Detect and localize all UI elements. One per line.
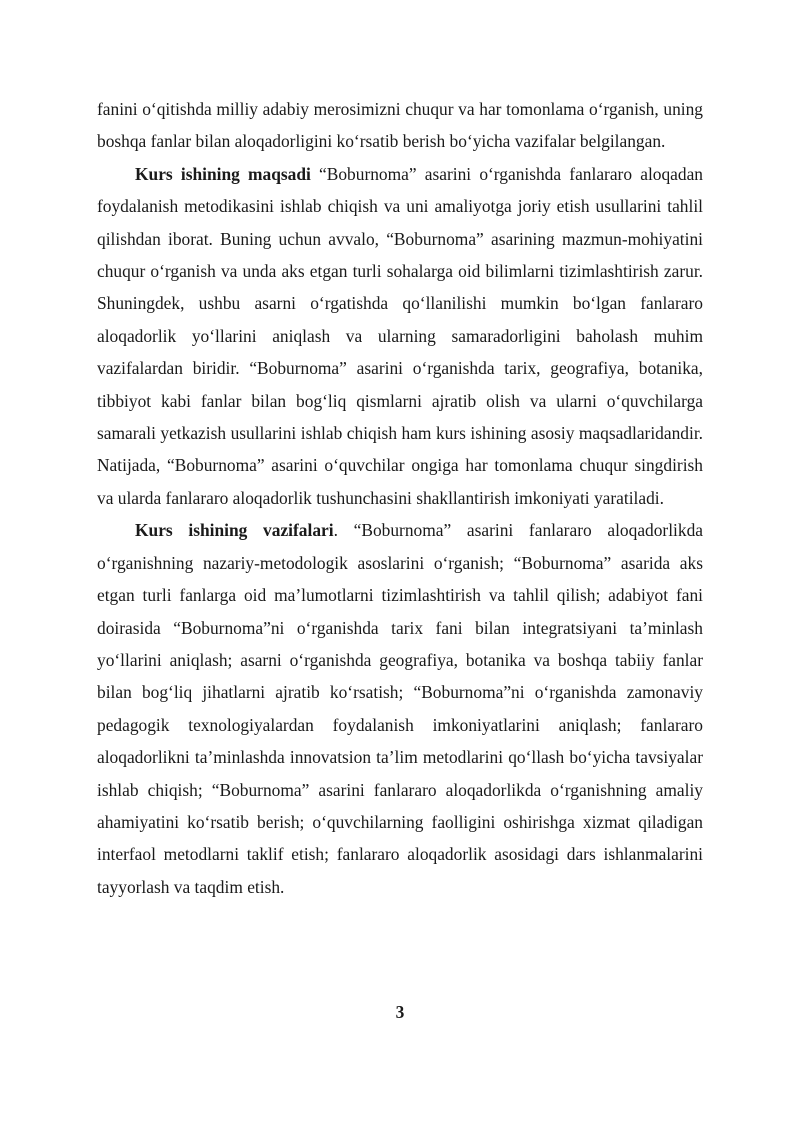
paragraph-text: . “Boburnoma” asarini fanlararo aloqadorlikda o‘rganishning nazariy-metodologik asoslarini o‘rganish; “Boburnoma” asarida aks etgan turli fanlarga oid ma’lumotlarni tizimlashtirish va tahlil qilish; adabiyot fani doirasida “Boburnoma”ni o‘rganishda tarix fani bilan integratsiyani ta’minlash yo‘llarini aniqlash; asarni o‘rganishda geografiya, botanika va boshqa tabiiy fanlar bilan bog‘liq jihatlarni ajratib ko‘rsatish; “Boburnoma”ni o‘rganishda zamonaviy pedagogik texnologiyalardan foydalanish imkoniyatlarini aniqlash; fanlararo aloqadorlikni ta’minlashda innovatsion ta’lim metodlarini qo‘llash bo‘yicha tavsiyalar ishlab chiqish; “Boburnoma” asarini fanlararo aloqadorlikda o‘rganishning amaliy ahamiyatini ko‘rsatib berish; o‘quvchilarning faolligini oshirishga xizmat qiladigan interfaol metodlarni taklif etish; fanlararo aloqadorlik asosidagi dars ishlanmalarini tayyorlash va taqdim etish.	[97, 520, 703, 897]
paragraph-course-tasks	[97, 514, 703, 903]
paragraph-intro-continuation	[97, 93, 703, 158]
paragraph-course-goal	[97, 158, 703, 514]
paragraph-text: “Boburnoma” asarini o‘rganishda fanlararo aloqadan foydalanish metodikasini ishlab chiqish va uni amaliyotga joriy etish usullarini tahlil qilishdan iborat. Buning uchun avvalo, “Boburnoma” asarining mazmun-mohiyatini chuqur o‘rganish va unda aks etgan turli sohalarga oid bilimlarni tizimlashtirish zarur. Shuningdek, ushbu asarni o‘rgatishda qo‘llanilishi mumkin bo‘lgan fanlararo aloqadorlik yo‘llarini aniqlash va ularning samaradorligini baholash muhim vazifalardan biridir. “Boburnoma” asarini o‘rganishda tarix, geografiya, botanika, tibbiyot kabi fanlar bilan bog‘liq qismlarni ajratib olish va ularni o‘quvchilarga samarali yetkazish usullarini ishlab chiqish ham kurs ishining asosiy maqsadlaridandir. Natijada, “Boburnoma” asarini o‘quvchilar ongiga har tomonlama chuqur singdirish va ularda fanlararo aloqadorlik tushunchasini shakllantirish imkoniyati yaratiladi.	[97, 163, 703, 508]
paragraph-text: fanini o‘qitishda milliy adabiy merosimizni chuqur va har tomonlama o‘rganish, uning boshqa fanlar bilan aloqadorligini ko‘rsatib berish bo‘yicha vazifalar belgilangan.	[97, 99, 703, 152]
page-number: 3	[395, 1002, 405, 1022]
paragraph-heading-tasks: Kurs ishining vazifalari	[135, 520, 334, 541]
paragraph-heading-goal: Kurs ishining maqsadi	[135, 163, 311, 184]
document-page	[97, 93, 703, 903]
